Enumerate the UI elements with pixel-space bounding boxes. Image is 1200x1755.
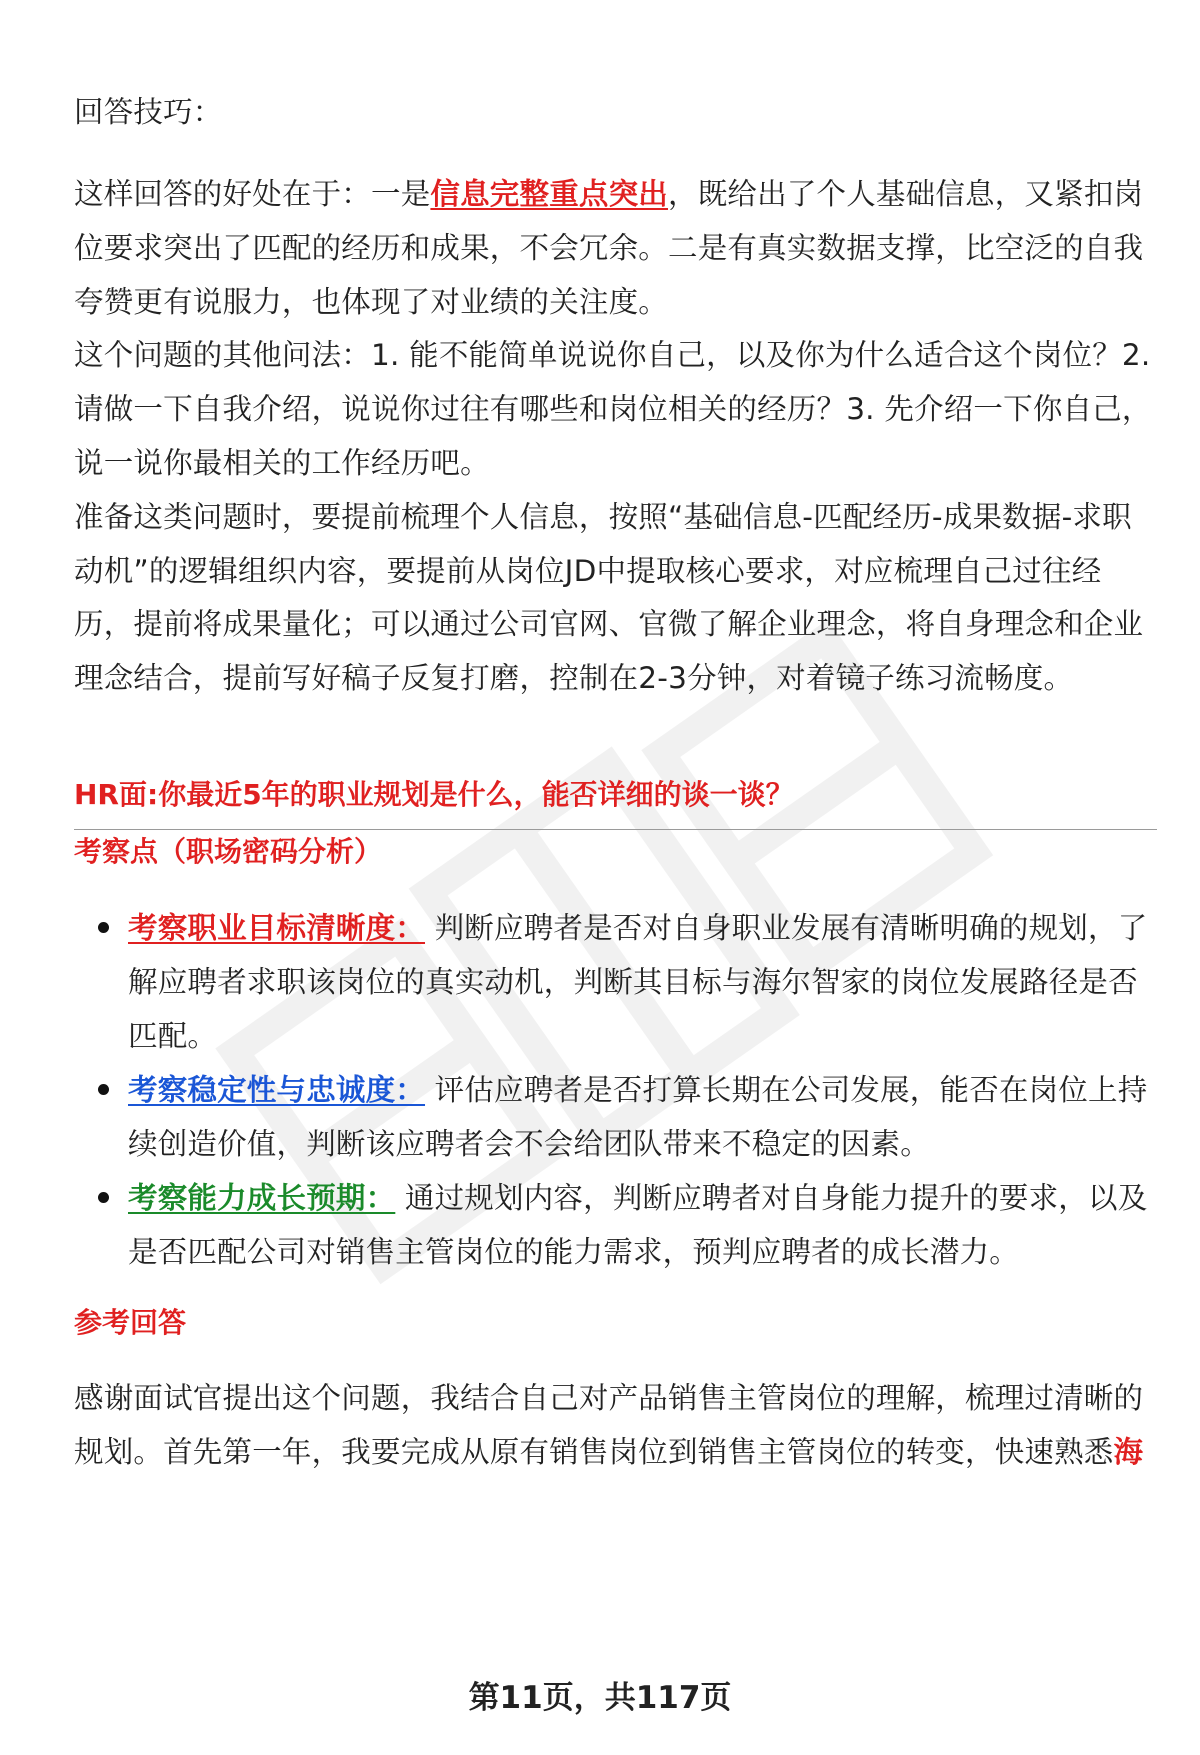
bullet-dot [98, 1192, 109, 1203]
benefits-text-b: ，既给出了个人基础信息，又紧扣岗 [668, 177, 1144, 211]
benefits-highlight: 信息完整重点突出 [430, 177, 669, 211]
bullet-1-text: 判断应聘者是否对自身职业发展有清晰明确的规划，了 [425, 911, 1148, 945]
other-asks-line-2: 请做一下自我介绍，说说你过往有哪些和岗位相关的经历？3. 先介绍一下你自己， [74, 392, 1152, 426]
question-title: HR面:你最近5年的职业规划是什么，能否详细的谈一谈？ [74, 778, 794, 811]
prep-line-2: 动机”的逻辑组织内容，要提前从岗位JD中提取核心要求，对应梳理自己过往经 [74, 554, 1102, 588]
benefits-line-3: 夸赞更有说服力，也体现了对业绩的关注度。 [74, 285, 669, 319]
tips-label: 回答技巧： [74, 95, 223, 129]
prep-line-4: 理念结合，提前写好稿子反复打磨，控制在2-3分钟，对着镜子练习流畅度。 [74, 661, 1074, 695]
benefits-line-1 [74, 174, 1143, 214]
bullet-1-line-1 [128, 908, 1147, 948]
bullet-1-line-2: 解应聘者求职该岗位的真实动机，判断其目标与海尔智家的岗位发展路径是否 [128, 965, 1138, 999]
other-asks-line-3: 说一说你最相关的工作经历吧。 [74, 446, 490, 480]
answer-line-1: 感谢面试官提出这个问题，我结合自己对产品销售主管岗位的理解，梳理过清晰的 [74, 1381, 1144, 1415]
prep-line-3: 历，提前将成果量化；可以通过公司官网、官微了解企业理念，将自身理念和企业 [74, 607, 1144, 641]
answer-line-2 [74, 1432, 1143, 1472]
benefits-line-2: 位要求突出了匹配的经历和成果，不会冗余。二是有真实数据支撑，比空泛的自我 [74, 231, 1144, 265]
bullet-3-label: 考察能力成长预期： [128, 1181, 396, 1215]
bullet-3-line-2: 是否匹配公司对销售主管岗位的能力需求，预判应聘者的成长潜力。 [128, 1235, 1020, 1269]
points-title: 考察点（职场密码分析） [74, 835, 383, 868]
benefits-text-a: 这样回答的好处在于：一是 [74, 177, 431, 211]
bullet-3-text: 通过规划内容，判断应聘者对自身能力提升的要求，以及 [395, 1181, 1148, 1215]
bullet-2-label: 考察稳定性与忠诚度： [128, 1073, 426, 1107]
bullet-3-line-1 [128, 1178, 1147, 1218]
answer-title: 参考回答 [74, 1306, 187, 1339]
bullet-2-line-2: 续创造价值，判断该应聘者会不会给团队带来不稳定的因素。 [128, 1127, 930, 1161]
bullet-1-line-3: 匹配。 [128, 1019, 218, 1053]
answer-text: 规划。首先第一年，我要完成从原有销售岗位到销售主管岗位的转变，快速熟悉 [74, 1435, 1114, 1469]
page-footer: 第11页，共117页 [468, 1680, 732, 1716]
bullet-1-label: 考察职业目标清晰度： [128, 911, 426, 945]
bullet-2-line-1 [128, 1070, 1147, 1110]
prep-line-1: 准备这类问题时，要提前梳理个人信息，按照“基础信息-匹配经历-成果数据-求职 [74, 500, 1132, 534]
other-asks-line-1: 这个问题的其他问法：1. 能不能简单说说你自己，以及你为什么适合这个岗位？2. [74, 338, 1151, 372]
bullet-2-text: 评估应聘者是否打算长期在公司发展，能否在岗位上持 [425, 1073, 1148, 1107]
answer-highlight: 海 [1113, 1435, 1144, 1469]
bullet-dot [98, 1084, 109, 1095]
section-divider [74, 829, 1157, 830]
bullet-dot [98, 922, 109, 933]
